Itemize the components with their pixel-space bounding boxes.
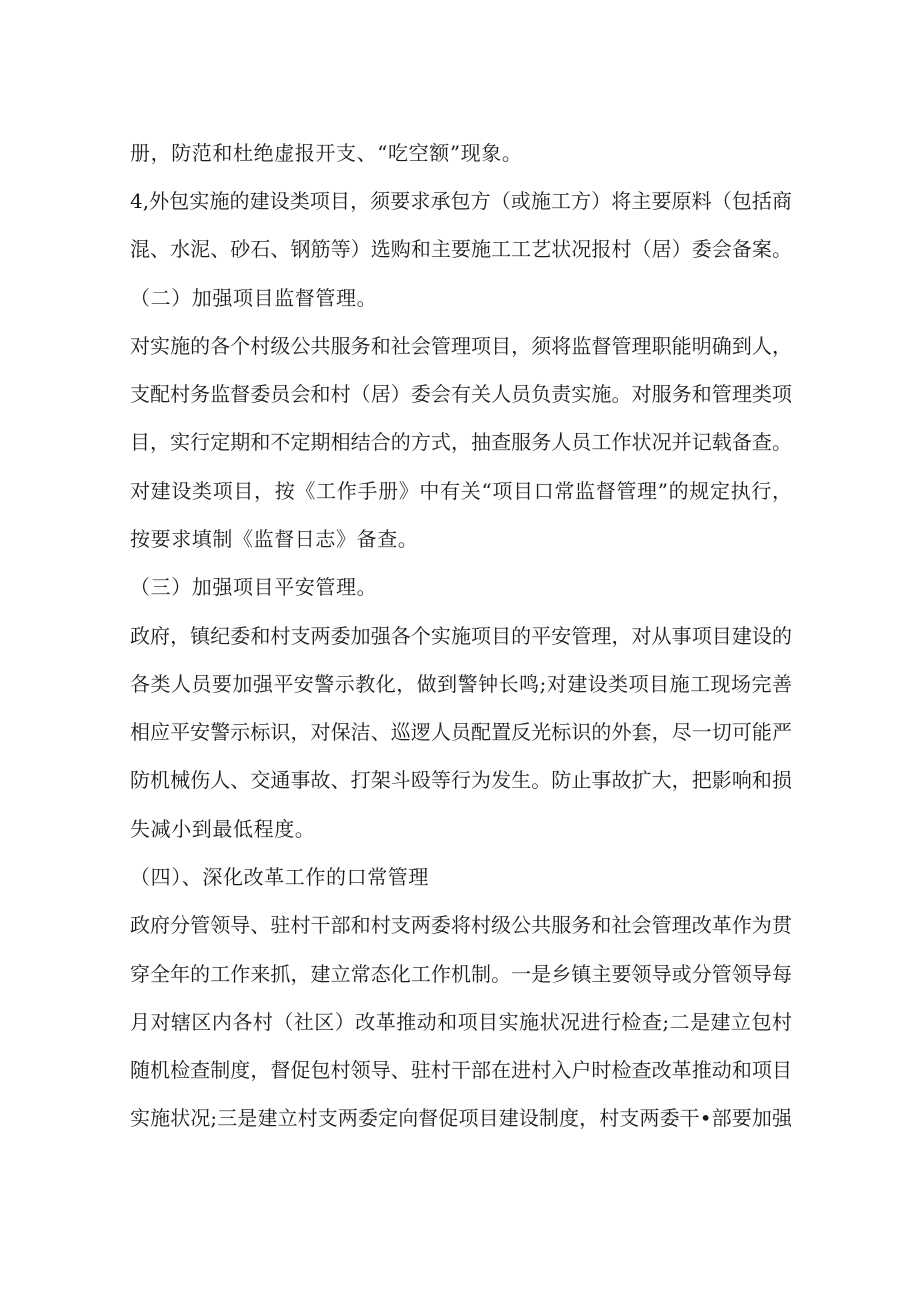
text-line-2: 4,外包实施的建设类项目，须要求承包方（或施工方）将主要原料（包括商: [130, 189, 792, 213]
text-line-7: 目，实行定期和不定期相结合的方式，抽查服务人员工作状况并记载备查。: [130, 430, 792, 454]
text-line-13: 相应平安警示标识，对保洁、巡逻人员配置反光标识的外套，尽一切可能严: [130, 720, 792, 744]
text-line-5: 对实施的各个村级公共服务和社会管理项目，须将监督管理职能明确到人，: [130, 334, 792, 358]
text-line-18: 穿全年的工作来抓，建立常态化工作机制。一是乡镇主要领导或分管领导每: [130, 962, 792, 986]
text-line-15: 失减小到最低程度。: [130, 817, 316, 841]
text-line-6: 支配村务监督委员会和村（居）委会有关人员负责实施。对服务和管理类项: [130, 382, 792, 406]
text-line-19: 月对辖区内各村（社区）改革推动和项目实施状况进行检查;二是建立包村: [130, 1010, 792, 1034]
text-line-3: 混、水泥、砂石、钢筋等）选购和主要施工工艺状况报村（居）委会备案。: [130, 237, 792, 261]
text-line-9: 按要求填制《监督日志》备查。: [130, 527, 419, 551]
section-heading-3: （三）加强项目平安管理。: [130, 575, 378, 599]
text-line-12: 各类人员要加强平安警示教化，做到警钟长鸣;对建设类项目施工现场完善: [130, 672, 792, 696]
text-line-1: 册，防范和杜绝虚报开支、“吃空额”现象。: [130, 141, 523, 165]
text-line-8: 对建设类项目，按《工作手册》中有关“项目口常监督管理”的规定执行，: [130, 479, 792, 503]
text-line-21: 实施状况;三是建立村支两委定向督促项目建设制度，村支两委干•部要加强: [130, 1106, 792, 1130]
text-line-14: 防机械伤人、交通事故、打架斗殴等行为发生。防止事故扩大，把影响和损: [130, 768, 792, 792]
text-line-17: 政府分管领导、驻村干部和村支两委将村级公共服务和社会管理改革作为贯: [130, 913, 792, 937]
section-heading-2: （二）加强项目监督管理。: [130, 286, 378, 310]
section-heading-4: （四）、深化改革工作的口常管理: [130, 865, 429, 889]
text-line-11: 政府，镇纪委和村支两委加强各个实施项目的平安管理，对从事项目建设的: [130, 624, 792, 648]
text-line-20: 随机检查制度，督促包村领导、驻村干部在进村入户时检查改革推动和项目: [130, 1058, 792, 1082]
